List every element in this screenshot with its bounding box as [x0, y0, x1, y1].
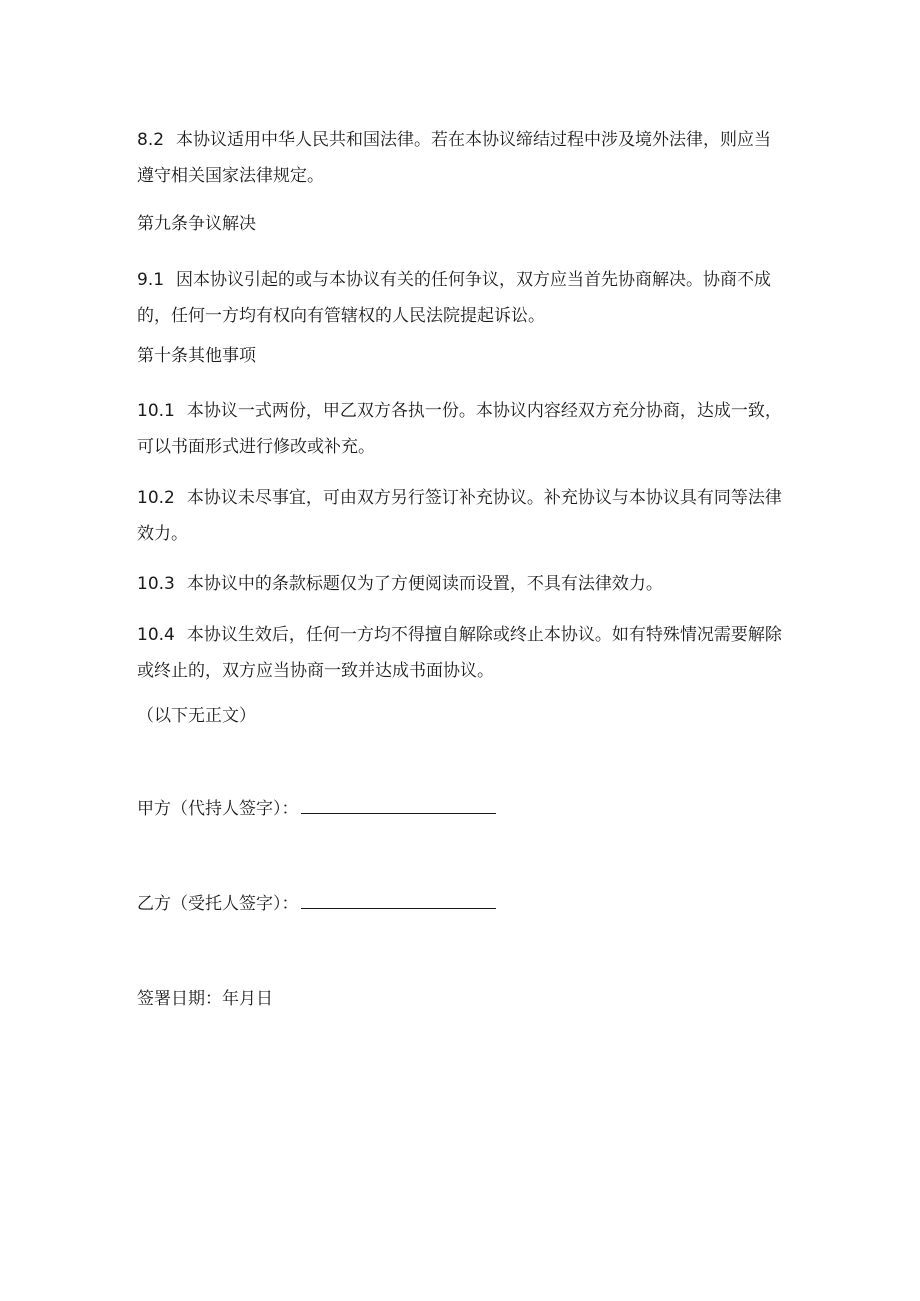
- article-9-heading: 第九条争议解决: [137, 214, 256, 234]
- clause-number: 10.1: [137, 401, 175, 421]
- party-b-label: 乙方（受托人签字）：: [137, 894, 299, 914]
- clause-9-1: [137, 262, 787, 334]
- clause-text: 本协议生效后，任何一方均不得擅自解除或终止本协议。如有特殊情况需要解除或终止的，双方应当协商一致并达成书面协议。: [137, 625, 782, 681]
- party-a-label: 甲方（代持人签字）：: [137, 799, 299, 819]
- clause-number: 10.3: [137, 574, 175, 594]
- clause-10-2: [137, 480, 787, 552]
- party-b-signature-blank: [301, 890, 496, 909]
- clause-number: 10.4: [137, 625, 175, 645]
- end-of-text-note: （以下无正文）: [137, 706, 256, 726]
- clause-number: 9.1: [137, 270, 165, 290]
- clause-10-4: [137, 617, 787, 689]
- clause-number: 8.2: [137, 130, 165, 150]
- party-a-signature-blank: [301, 795, 496, 814]
- clause-text: 因本协议引起的或与本协议有关的任何争议，双方应当首先协商解决。协商不成的，任何一方均有权向有管辖权的人民法院提起诉讼。: [137, 270, 772, 326]
- signing-date: 签署日期：年月日: [137, 989, 273, 1009]
- clause-text: 本协议未尽事宜，可由双方另行签订补充协议。补充协议与本协议具有同等法律效力。: [137, 488, 782, 544]
- clause-10-3: [137, 566, 787, 602]
- clause-text: 本协议适用中华人民共和国法律。若在本协议缔结过程中涉及境外法律，则应当遵守相关国家法律规定。: [137, 130, 772, 186]
- party-b-signature: [137, 890, 496, 918]
- clause-text: 本协议中的条款标题仅为了方便阅读而设置，不具有法律效力。: [186, 574, 663, 594]
- clause-10-1: [137, 393, 787, 465]
- party-a-signature: [137, 795, 496, 823]
- clause-text: 本协议一式两份，甲乙双方各执一份。本协议内容经双方充分协商，达成一致，可以书面形式进行修改或补充。: [137, 401, 782, 457]
- clause-number: 10.2: [137, 488, 175, 508]
- clause-8-2: [137, 122, 787, 194]
- article-10-heading: 第十条其他事项: [137, 346, 256, 366]
